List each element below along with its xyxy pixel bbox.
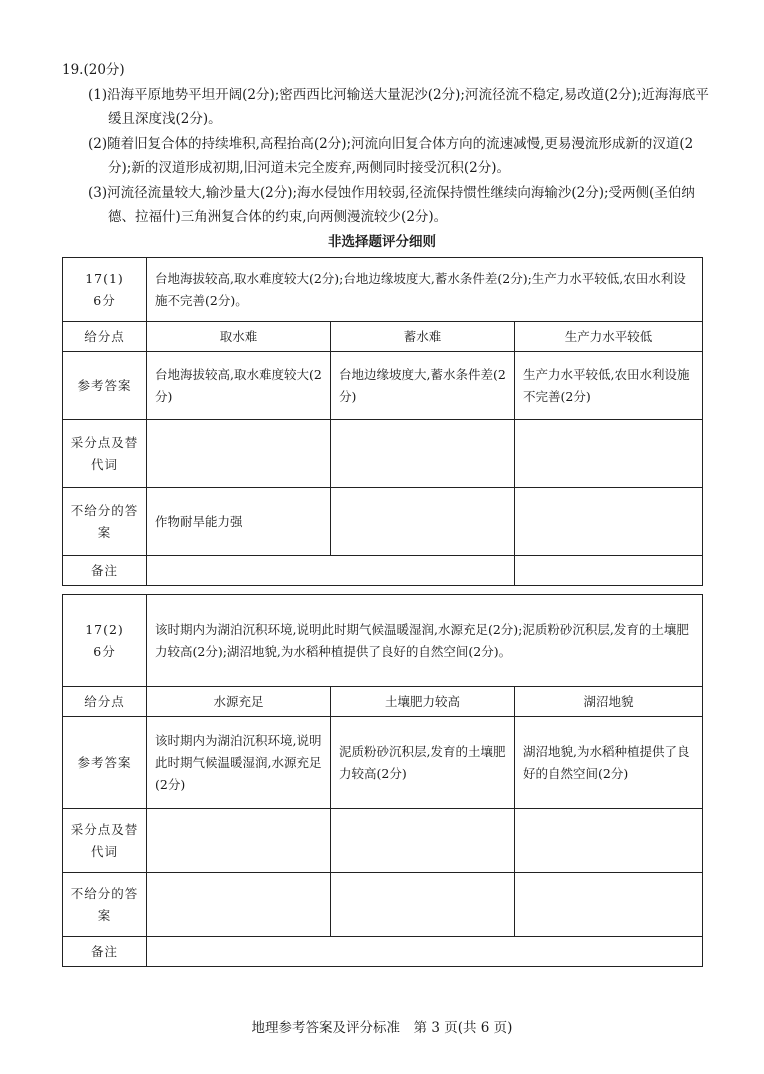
reference-1: 台地海拔较高,取水难度较大(2分): [147, 352, 331, 420]
no-score-3: [515, 488, 703, 556]
question-row: [63, 258, 703, 322]
scoring-1: [147, 420, 331, 488]
scoring-label: 采分点及替代词: [63, 420, 147, 488]
points-label: 给分点: [63, 322, 147, 352]
scoring-3: [515, 420, 703, 488]
scoring-label: 采分点及替代词: [63, 809, 147, 873]
no-score-label: 不给分的答案: [63, 488, 147, 556]
reference-3: 湖沼地貌,为水稻种植提供了良好的自然空间(2分): [515, 717, 703, 809]
point-1: 水源充足: [147, 687, 331, 717]
scoring-row: [63, 809, 703, 873]
question-row: [63, 595, 703, 687]
remarks-row: [63, 556, 703, 586]
remarks-value: [147, 937, 703, 967]
reference-2: 泥质粉砂沉积层,发育的土壤肥力较高(2分): [331, 717, 515, 809]
reference-3: 生产力水平较低,农田水利设施不完善(2分): [515, 352, 703, 420]
question-number-cell: [63, 595, 147, 687]
reference-row: [63, 717, 703, 809]
remarks-label: 备注: [63, 937, 147, 967]
no-score-1: [147, 873, 331, 937]
scoring-1: [147, 809, 331, 873]
no-score-2: [331, 873, 515, 937]
reference-row: [63, 352, 703, 420]
points-row: [63, 687, 703, 717]
point-2: 土壤肥力较高: [331, 687, 515, 717]
question-19-item-2: (2)随着旧复合体的持续堆积,高程抬高(2分);河流向旧复合体方向的流速减慢,更易漫流形成新的汊道(2分);新的汊道形成初期,旧河道未完全废弃,两侧同时接受沉积(2分)。: [88, 135, 694, 176]
point-1: 取水难: [147, 322, 331, 352]
scoring-row: [63, 420, 703, 488]
remarks-value: [147, 556, 515, 586]
point-2: 蓄水难: [331, 322, 515, 352]
no-score-3: [515, 873, 703, 937]
remarks-extra: [515, 556, 703, 586]
scoring-2: [331, 809, 515, 873]
no-score-1: 作物耐旱能力强: [147, 488, 331, 556]
remarks-label: 备注: [63, 556, 147, 586]
rubric-table-17-2: [62, 594, 703, 967]
question-19-item-1: (1)沿海平原地势平坦开阔(2分);密西西比河输送大量泥沙(2分);河流径流不稳定,易改道(2分);近海海底平缓且深度浅(2分)。: [88, 86, 709, 127]
point-3: 生产力水平较低: [515, 322, 703, 352]
rubric-table-17-1: [62, 257, 703, 586]
reference-label: 参考答案: [63, 717, 147, 809]
reference-label: 参考答案: [63, 352, 147, 420]
reference-1: 该时期内为湖泊沉积环境,说明此时期气候温暖湿润,水源充足(2分): [147, 717, 331, 809]
page-footer: 地理参考答案及评分标准 第 3 页(共 6 页): [251, 1020, 513, 1036]
points-label: 给分点: [63, 687, 147, 717]
question-19-item-3: (3)河流径流量较大,输沙量大(2分);海水侵蚀作用较弱,径流保持惯性继续向海输沙(2分);受两侧(圣伯纳德、拉福什)三角洲复合体的约束,向两侧漫流较少(2分)。: [88, 184, 695, 225]
reference-2: 台地边缘坡度大,蓄水条件差(2分): [331, 352, 515, 420]
question-19: [62, 58, 712, 230]
question-score: 6分: [93, 292, 116, 308]
points-row: [63, 322, 703, 352]
scoring-3: [515, 809, 703, 873]
question-number: 17(1): [85, 270, 124, 286]
point-3: 湖沼地貌: [515, 687, 703, 717]
no-score-row: [63, 873, 703, 937]
question-number-cell: [63, 258, 147, 322]
no-score-row: [63, 488, 703, 556]
no-score-label: 不给分的答案: [63, 873, 147, 937]
scoring-2: [331, 420, 515, 488]
question-score: 6分: [93, 643, 116, 659]
question-19-header: 19.(20分): [62, 62, 125, 78]
question-answer: 该时期内为湖泊沉积环境,说明此时期气候温暖湿润,水源充足(2分);泥质粉砂沉积层,发育的土壤肥力较高(2分);湖沼地貌,为水稻种植提供了良好的自然空间(2分)。: [147, 595, 703, 687]
no-score-2: [331, 488, 515, 556]
section-title: 非选择题评分细则: [328, 234, 436, 250]
question-number: 17(2): [85, 621, 124, 637]
remarks-row: [63, 937, 703, 967]
question-answer: 台地海拔较高,取水难度较大(2分);台地边缘坡度大,蓄水条件差(2分);生产力水平较低,农田水利设施不完善(2分)。: [147, 258, 703, 322]
